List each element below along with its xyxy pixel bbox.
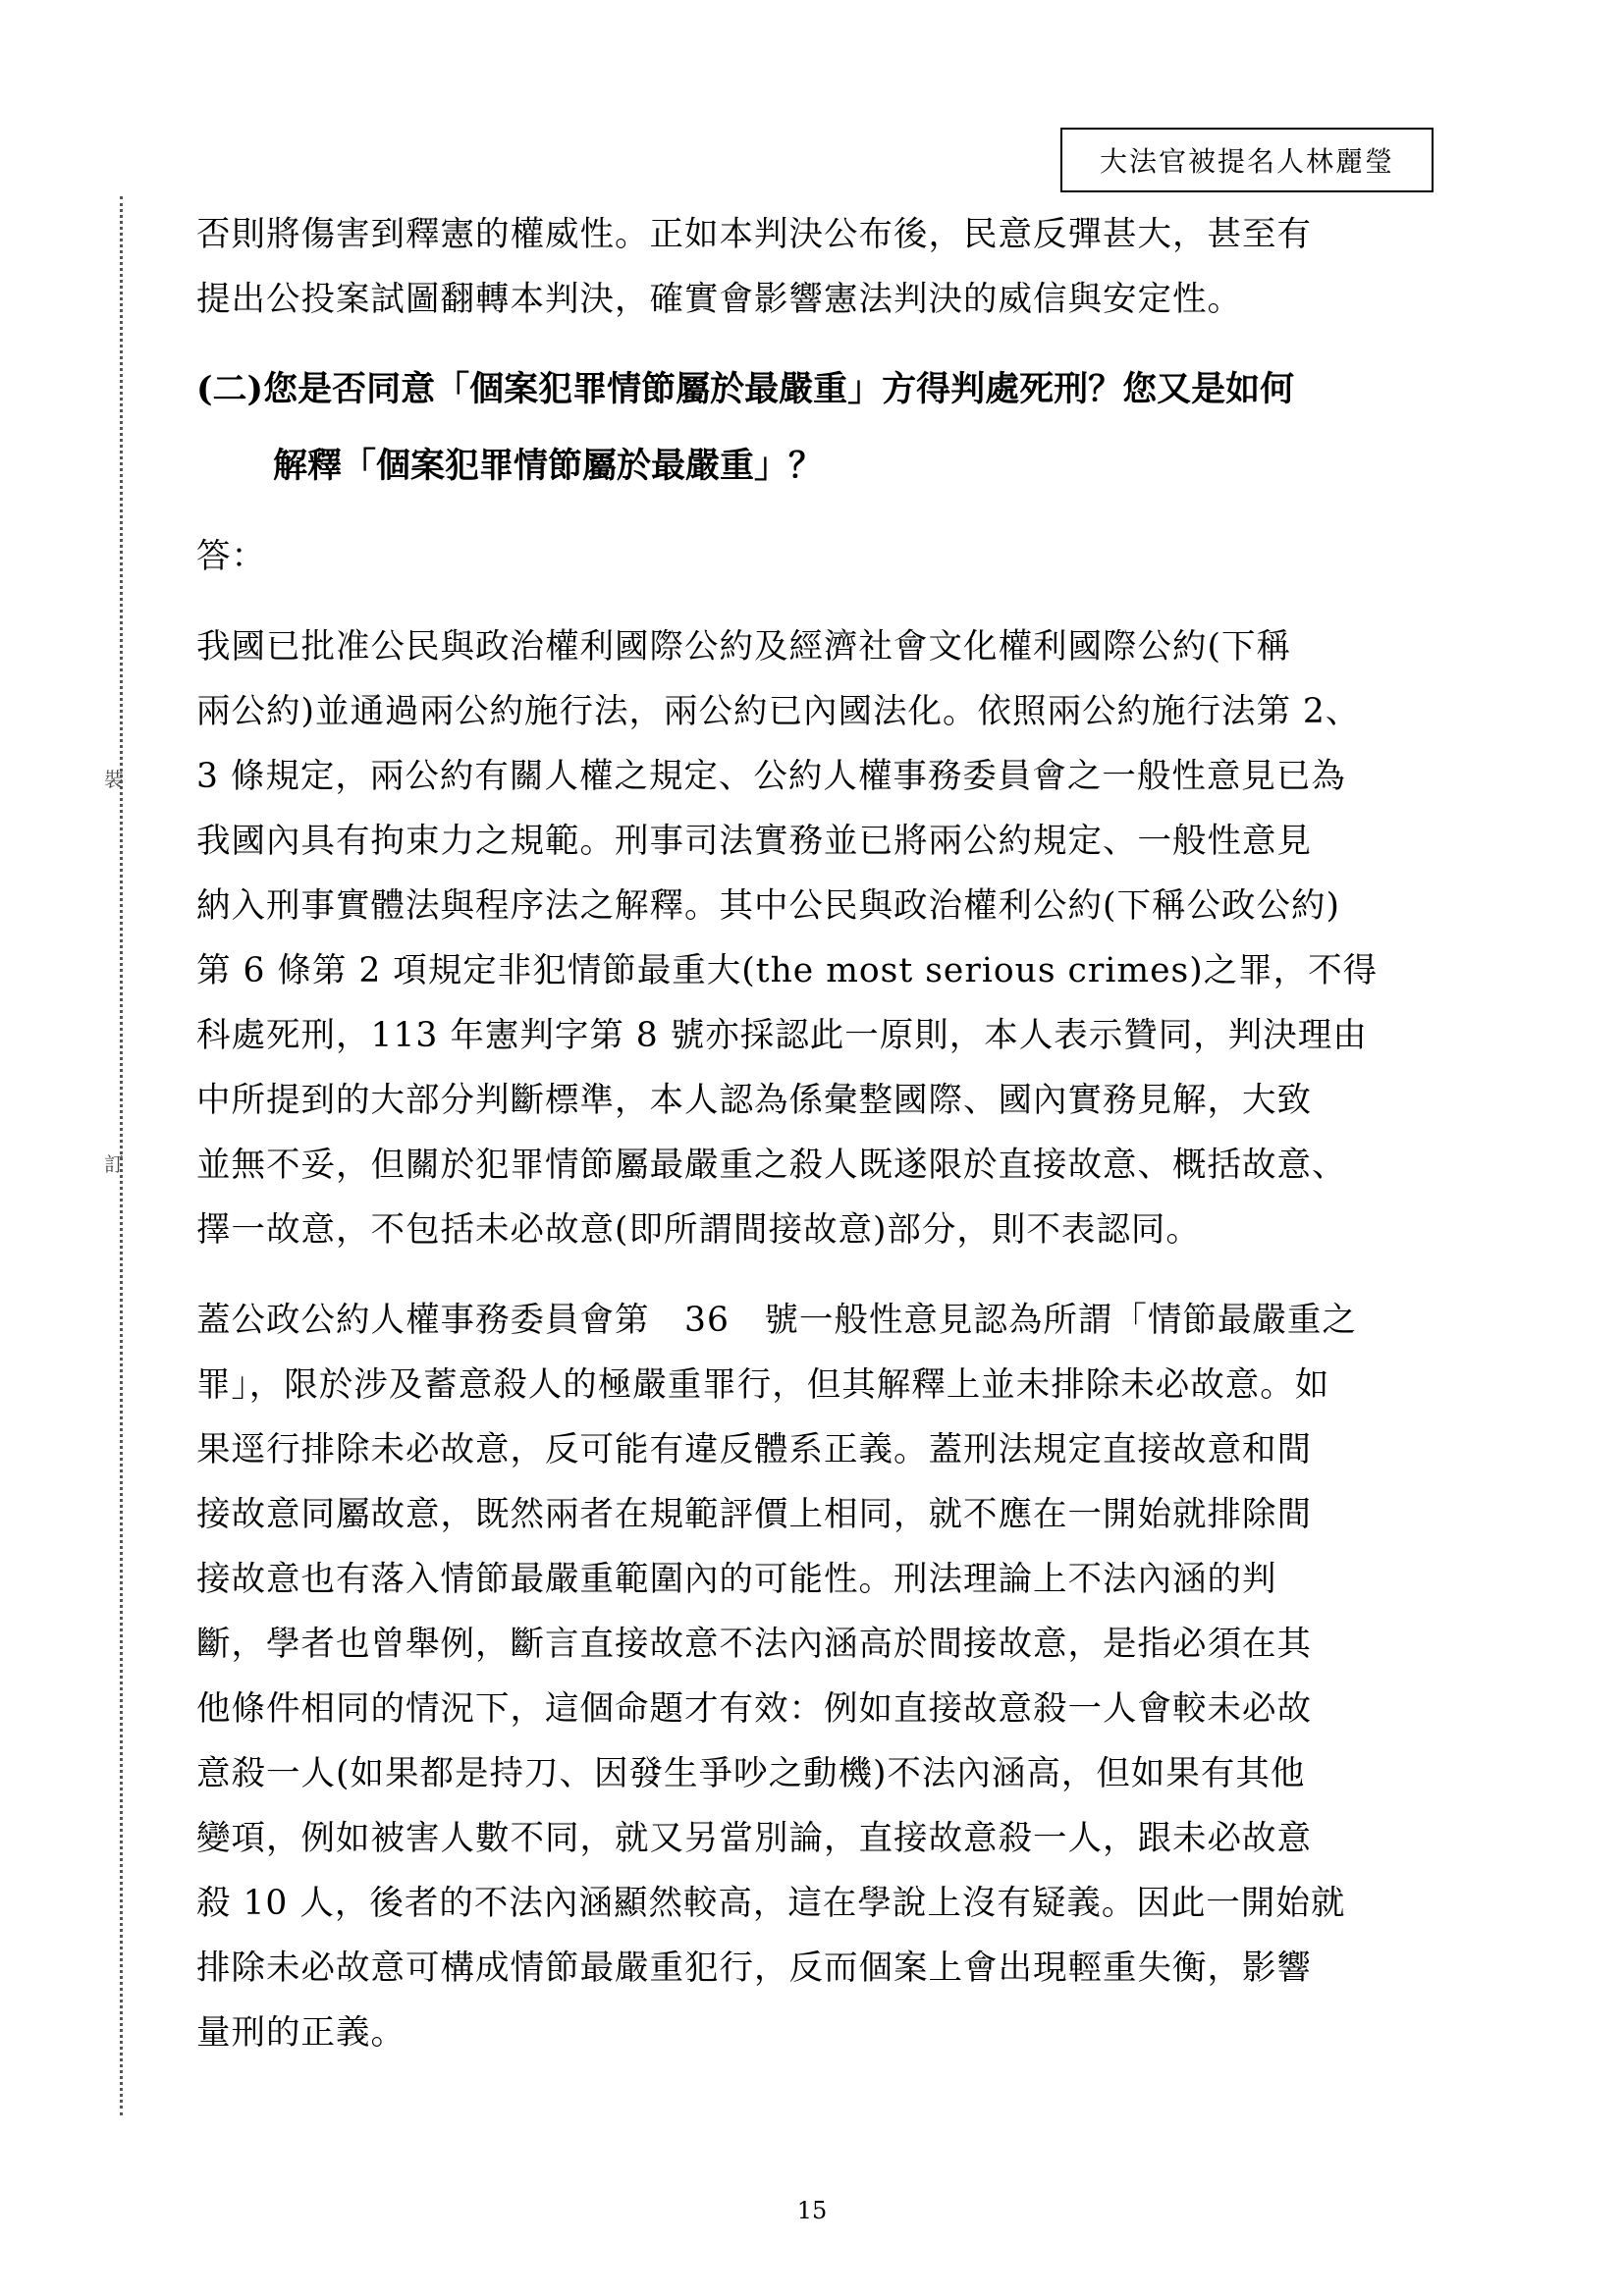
text-line: 否則將傷害到釋憲的權威性。正如本判決公布後，民意反彈甚大，甚至有 [196,215,1312,254]
text-line: 第 6 條第 2 項規定非犯情節最重大(the most serious crimes)之罪，不得 [196,951,1379,990]
text-line: 變項，例如被害人數不同，就又另當別論，直接故意殺一人，跟未必故意 [196,1819,1312,1858]
text-line: 科處死刑，113 年憲判字第 8 號亦採認此一原則，本人表示贊同，判決理由 [196,1016,1368,1055]
binding-label-top: 裝 [104,768,124,791]
question-line: (二)您是否同意「個案犯罪情節屬於最嚴重」方得判處死刑？您又是如何 [196,369,1295,409]
text-line: 意殺一人(如果都是持刀、因發生爭吵之動機)不法內涵高，但如果有其他 [196,1754,1306,1793]
text-line: 排除未必故意可構成情節最嚴重犯行，反而個案上會出現輕重失衡，影響 [196,1949,1312,1988]
text-line: 兩公約)並通過兩公約施行法，兩公約已內國法化。依照兩公約施行法第 2、 [196,692,1361,731]
text-line: 罪」，限於涉及蓄意殺人的極嚴重罪行，但其解釋上並未排除未必故意。如 [196,1365,1330,1405]
text-line: 斷，學者也曾舉例，斷言直接故意不法內涵高於間接故意，是指必須在其 [196,1625,1312,1664]
page-number: 15 [796,2197,828,2224]
intro-paragraph [196,202,1448,332]
text-line: 我國內具有拘束力之規範。刑事司法實務並已將兩公約規定、一般性意見 [196,822,1312,861]
text-line: 擇一故意，不包括未必故意(即所謂間接故意)部分，則不表認同。 [196,1210,1201,1250]
paragraph-1 [196,614,1448,1262]
nominee-label: 大法官被提名人林麗瑩 [1099,145,1394,178]
answer-label: 答： [196,537,266,576]
text-line: 中所提到的大部分判斷標準，本人認為係彙整國際、國內實務見解，大致 [196,1081,1312,1120]
nominee-header-box [1060,128,1434,192]
text-line: 並無不妥，但關於犯罪情節屬最嚴重之殺人既遂限於直接故意、概括故意、 [196,1146,1347,1185]
text-line: 接故意也有落入情節最嚴重範圍內的可能性。刑法理論上不法內涵的判 [196,1560,1277,1599]
paragraph-2 [196,1288,1448,2065]
binding-label-bottom: 訂 [104,1152,124,1176]
text-line: 量刑的正義。 [196,2013,406,2053]
text-line: 他條件相同的情況下，這個命題才有效：例如直接故意殺一人會較未必故 [196,1689,1312,1729]
text-line: 納入刑事實體法與程序法之解釋。其中公民與政治權利公約(下稱公政公約) [196,886,1340,926]
question-line: 解釋「個案犯罪情節屬於最嚴重」？ [273,446,824,486]
text-line: 接故意同屬故意，既然兩者在規範評價上相同，就不應在一開始就排除間 [196,1495,1312,1534]
question-heading [196,351,1448,505]
text-line: 3 條規定，兩公約有關人權之規定、公約人權事務委員會之一般性意見已為 [196,757,1346,796]
text-line: 果逕行排除未必故意，反可能有違反體系正義。蓋刑法規定直接故意和間 [196,1430,1312,1469]
text-line: 我國已批准公民與政治權利國際公約及經濟社會文化權利國際公約(下稱 [196,627,1291,667]
text-line: 提出公投案試圖翻轉本判決，確實會影響憲法判決的威信與安定性。 [196,280,1242,319]
text-line: 殺 10 人，後者的不法內涵顯然較高，這在學說上沒有疑義。因此一開始就 [196,1884,1346,1923]
text-line: 蓋公政公約人權事務委員會第 36 號一般性意見認為所謂「情節最嚴重之 [196,1301,1357,1340]
document-body [196,202,1448,2065]
